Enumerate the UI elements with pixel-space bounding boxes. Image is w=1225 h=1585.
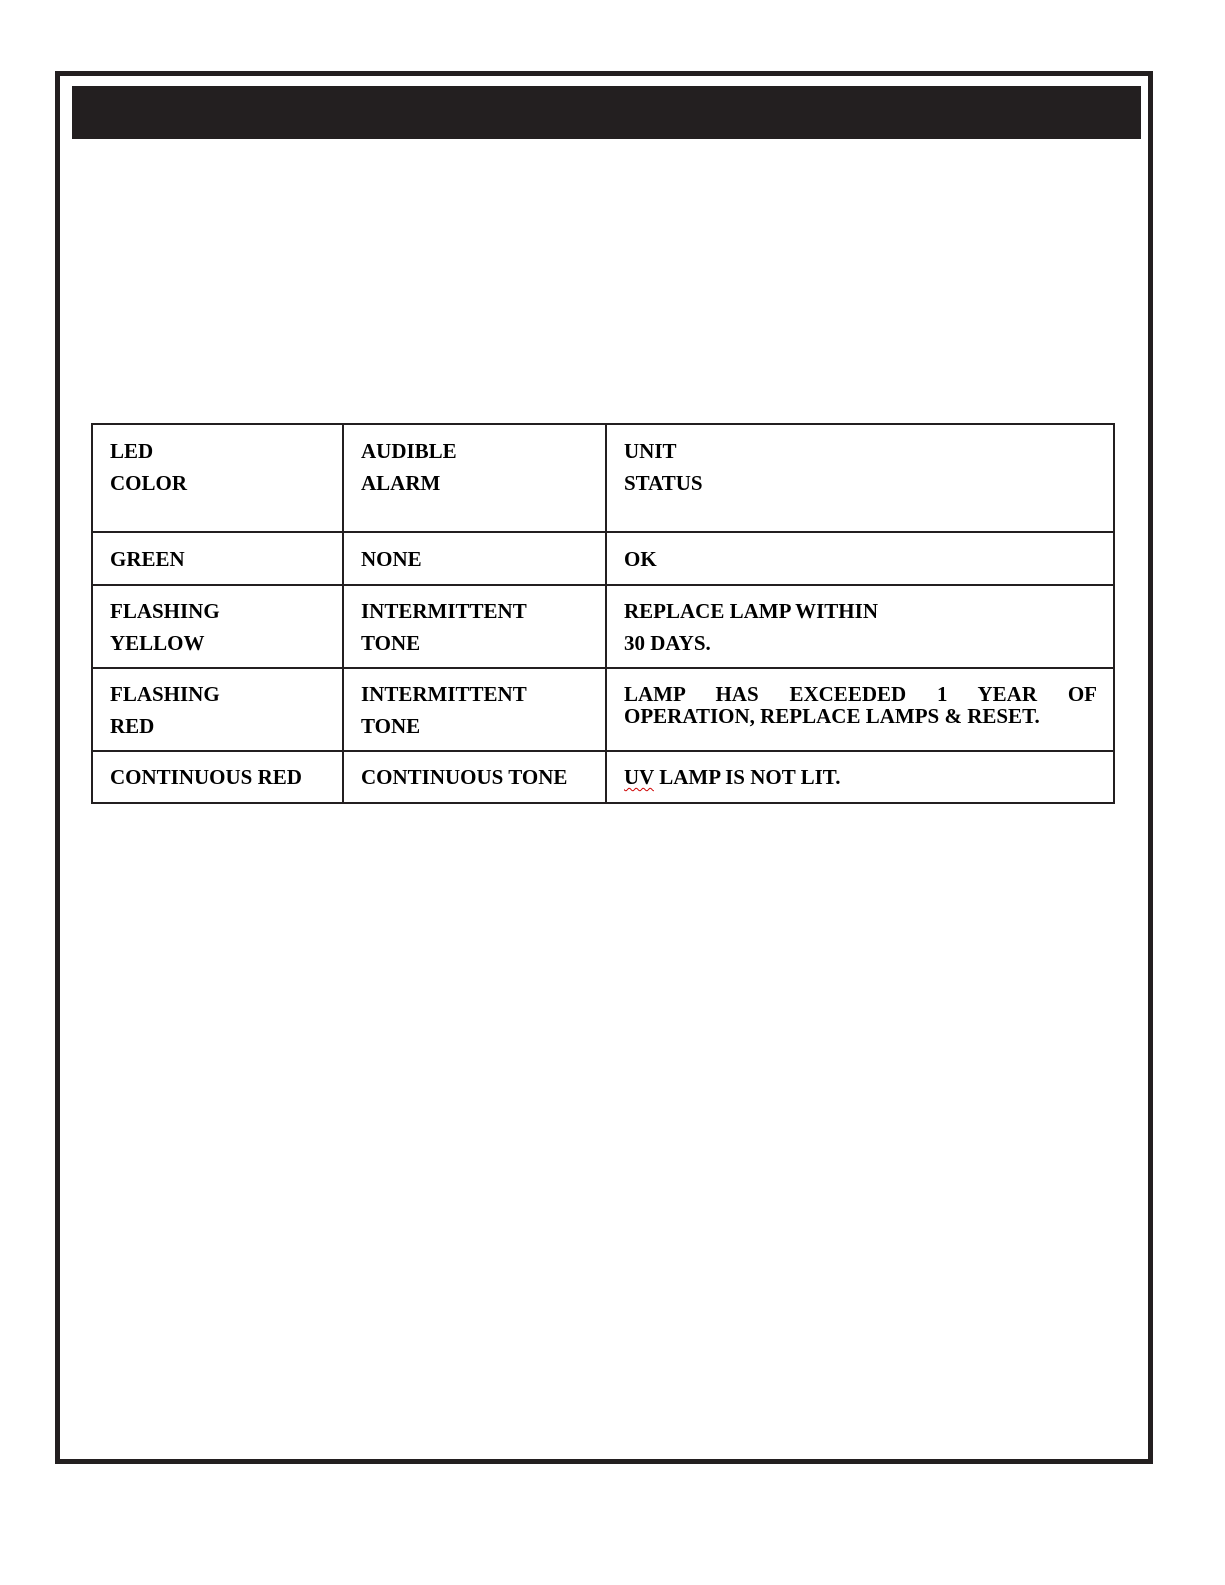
unit-status-cell: OK bbox=[606, 532, 1114, 585]
audible-alarm-cell: INTERMITTENT TONE bbox=[343, 585, 606, 668]
unit-status-cell: UV LAMP IS NOT LIT. bbox=[606, 751, 1114, 803]
table-row bbox=[92, 751, 1114, 803]
led-color-cell: FLASHING RED bbox=[92, 668, 343, 751]
audible-alarm-cell: CONTINUOUS TONE bbox=[343, 751, 606, 803]
table-row bbox=[92, 532, 1114, 585]
audible-alarm-cell: NONE bbox=[343, 532, 606, 585]
led-color-cell: CONTINUOUS RED bbox=[92, 751, 343, 803]
header-audible-alarm: AUDIBLE ALARM bbox=[343, 424, 606, 532]
led-color-cell: FLASHING YELLOW bbox=[92, 585, 343, 668]
audible-alarm-cell: INTERMITTENT TONE bbox=[343, 668, 606, 751]
header-bar bbox=[72, 86, 1141, 139]
table-header-row bbox=[92, 424, 1114, 532]
led-status-table bbox=[91, 423, 1115, 804]
spellcheck-flagged-word: UV bbox=[624, 765, 654, 789]
header-unit-status: UNIT STATUS bbox=[606, 424, 1114, 532]
header-led-color: LED COLOR bbox=[92, 424, 343, 532]
table-row bbox=[92, 668, 1114, 751]
unit-status-cell: REPLACE LAMP WITHIN 30 DAYS. bbox=[606, 585, 1114, 668]
led-color-cell: GREEN bbox=[92, 532, 343, 585]
unit-status-cell: LAMP HAS EXCEEDED 1 YEAR OF OPERATION, REPLACE LAMPS & RESET. bbox=[606, 668, 1114, 751]
table-row bbox=[92, 585, 1114, 668]
